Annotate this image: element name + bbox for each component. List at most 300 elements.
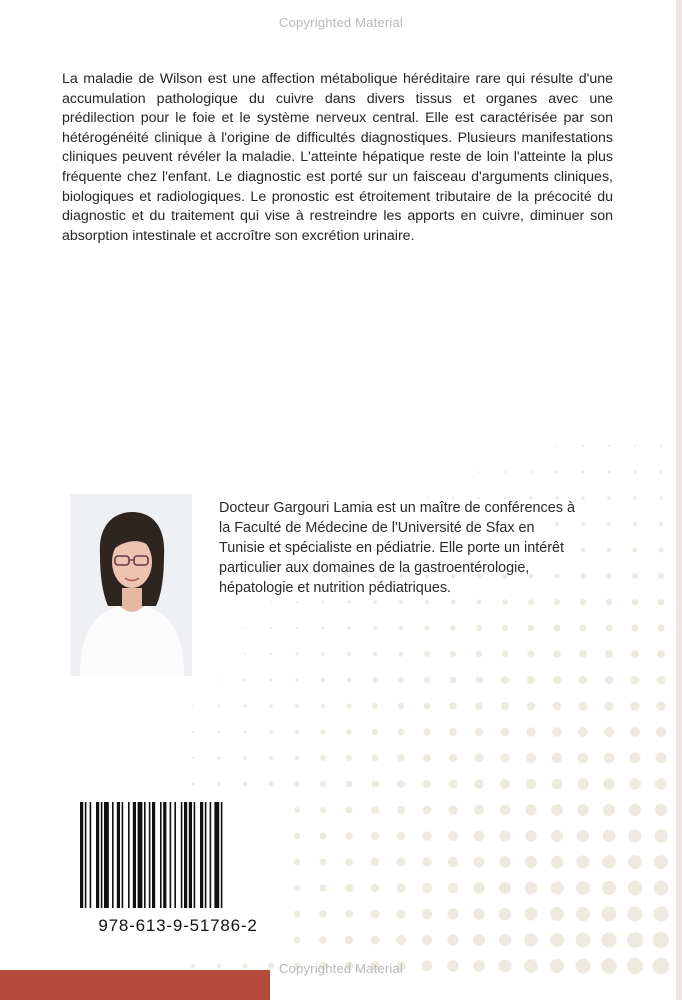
halftone-dot xyxy=(425,600,430,605)
halftone-dot xyxy=(656,701,666,711)
halftone-dot xyxy=(500,779,510,789)
book-description: La maladie de Wilson est une affection métabolique héréditaire rare qui résulte d'une accumulation pathologique du cuivre dans divers tissus et organes avec une prédilection pour le foie et le système nerveux central. Elle est caractérisée par son hétérogénéité clinique à l'origine de difficultés diagnostiques. Plusieurs manifestations cliniques peuvent révéler la maladie. L'atteinte hépatique reste de loin l'atteinte la plus fréquente chez l'enfant. Le diagnostic est porté sur un faisceau d'arguments cliniques, biologiques et radiologiques. Le pronostic est étroitement tributaire de la précocité du diagnostic et du traitement qui vise à restreindre les apports en cuivre, diminuer son absorption intestinale et accroître son excrétion urinaire. xyxy=(62,71,613,244)
halftone-dot xyxy=(605,624,612,631)
halftone-dot xyxy=(371,832,379,840)
halftone-dot xyxy=(475,728,483,736)
halftone-dot xyxy=(423,780,431,788)
halftone-dot xyxy=(654,855,668,869)
halftone-dot xyxy=(243,730,246,733)
halftone-dot xyxy=(658,573,664,579)
copyright-watermark-top: Copyrighted Material xyxy=(279,15,403,30)
barcode-bar xyxy=(96,802,99,908)
halftone-dot xyxy=(525,856,537,868)
halftone-dot xyxy=(629,778,641,790)
halftone-dot xyxy=(347,626,351,630)
halftone-dot xyxy=(372,703,378,709)
halftone-dot xyxy=(294,781,299,786)
halftone-dot xyxy=(578,727,588,737)
author-photo xyxy=(70,494,192,676)
halftone-dot xyxy=(448,805,458,815)
halftone-dot xyxy=(218,705,220,707)
halftone-dot xyxy=(554,599,560,605)
halftone-dot xyxy=(295,678,299,682)
halftone-dot xyxy=(345,884,353,892)
barcode-bar xyxy=(152,802,155,908)
halftone-dot xyxy=(345,806,352,813)
barcode-bar xyxy=(101,802,103,908)
halftone-dot xyxy=(422,857,432,867)
halftone-dot xyxy=(552,727,562,737)
halftone-dot xyxy=(269,730,273,734)
halftone-dot xyxy=(525,804,536,815)
halftone-dot xyxy=(346,755,352,761)
halftone-dot xyxy=(345,910,353,918)
halftone-dot xyxy=(628,829,641,842)
halftone-dot xyxy=(244,705,247,708)
halftone-dot xyxy=(447,908,458,919)
halftone-dot xyxy=(269,704,273,708)
halftone-dot xyxy=(657,624,664,631)
halftone-dot xyxy=(631,676,640,685)
halftone-dot xyxy=(371,806,379,814)
halftone-dot xyxy=(608,445,610,447)
halftone-dot xyxy=(581,548,586,553)
halftone-dot xyxy=(295,730,300,735)
halftone-dot xyxy=(659,522,663,526)
halftone-dot xyxy=(397,832,406,841)
halftone-dot xyxy=(244,627,246,629)
halftone-dot xyxy=(449,754,457,762)
barcode-bar xyxy=(90,802,92,908)
halftone-dot xyxy=(550,907,564,921)
halftone-dot xyxy=(424,703,431,710)
halftone-dot xyxy=(501,676,509,684)
barcode-block xyxy=(70,790,286,950)
halftone-dot xyxy=(396,857,405,866)
halftone-dot xyxy=(296,627,299,630)
halftone-dot xyxy=(373,600,377,604)
halftone-dot xyxy=(551,804,563,816)
halftone-dot xyxy=(633,496,637,500)
halftone-dot xyxy=(321,652,325,656)
halftone-dot xyxy=(192,757,194,759)
halftone-dot xyxy=(270,627,272,629)
barcode-bar xyxy=(133,802,136,908)
halftone-dot xyxy=(660,471,663,474)
halftone-dot xyxy=(423,806,432,815)
halftone-dot xyxy=(502,625,508,631)
halftone-dot xyxy=(320,833,327,840)
halftone-dot xyxy=(607,548,612,553)
halftone-dot xyxy=(294,911,301,918)
halftone-dot xyxy=(627,932,643,948)
halftone-dot xyxy=(294,859,300,865)
halftone-dot xyxy=(499,882,511,894)
halftone-dot xyxy=(580,625,587,632)
halftone-dot xyxy=(499,856,511,868)
halftone-dot xyxy=(528,599,534,605)
halftone-dot xyxy=(294,807,300,813)
halftone-dot xyxy=(399,626,404,631)
halftone-dot xyxy=(217,782,220,785)
halftone-dot xyxy=(422,883,432,893)
halftone-dot xyxy=(604,753,615,764)
halftone-dot xyxy=(528,625,535,632)
halftone-dot xyxy=(580,573,586,579)
halftone-dot xyxy=(322,601,325,604)
halftone-dot xyxy=(576,933,591,948)
halftone-dot xyxy=(602,855,616,869)
halftone-dot xyxy=(397,754,404,761)
barcode-bar xyxy=(122,802,124,908)
halftone-dot xyxy=(576,881,590,895)
halftone-dot xyxy=(424,677,430,683)
halftone-dot xyxy=(217,756,220,759)
halftone-dot xyxy=(476,599,481,604)
halftone-dot xyxy=(449,728,457,736)
halftone-dot xyxy=(294,833,300,839)
halftone-dot xyxy=(631,650,639,658)
halftone-dot xyxy=(320,755,326,761)
halftone-dot xyxy=(373,652,378,657)
halftone-dot xyxy=(655,752,666,763)
halftone-dot xyxy=(424,651,430,657)
halftone-dot xyxy=(527,702,536,711)
halftone-dot xyxy=(577,830,590,843)
halftone-dot xyxy=(602,907,617,922)
halftone-dot xyxy=(606,599,612,605)
halftone-dot xyxy=(451,600,456,605)
halftone-dot xyxy=(397,780,405,788)
barcode-bar xyxy=(80,802,83,908)
halftone-dot xyxy=(653,906,668,921)
halftone-dot xyxy=(526,779,536,789)
barcode-bar xyxy=(214,802,219,908)
halftone-dot xyxy=(553,650,560,657)
halftone-dot xyxy=(321,678,325,682)
halftone-dot xyxy=(577,778,588,789)
halftone-dot xyxy=(347,652,351,656)
halftone-dot xyxy=(192,705,194,707)
barcode-bar xyxy=(163,802,166,908)
halftone-dot xyxy=(398,677,404,683)
halftone-dot xyxy=(370,935,379,944)
isbn-number: 978-613-9-51786-2 xyxy=(98,916,258,935)
halftone-dot xyxy=(270,653,273,656)
halftone-dot xyxy=(473,934,485,946)
barcode-bar xyxy=(160,802,162,908)
halftone-dot xyxy=(371,910,380,919)
halftone-dot xyxy=(504,471,506,473)
halftone-dot xyxy=(526,727,535,736)
halftone-dot xyxy=(606,573,612,579)
halftone-dot xyxy=(628,881,643,896)
halftone-dot xyxy=(578,753,589,764)
halftone-dot xyxy=(500,753,509,762)
halftone-dot xyxy=(603,804,615,816)
halftone-dot xyxy=(320,807,326,813)
halftone-dot xyxy=(321,626,324,629)
halftone-dot xyxy=(499,908,511,920)
halftone-dot xyxy=(602,881,616,895)
halftone-dot xyxy=(269,756,273,760)
halftone-dot xyxy=(476,625,482,631)
halftone-dot xyxy=(474,805,484,815)
halftone-dot xyxy=(659,496,663,500)
halftone-dot xyxy=(347,678,352,683)
barcode-bar xyxy=(144,802,146,908)
halftone-dot xyxy=(630,727,640,737)
halftone-dot xyxy=(603,778,614,789)
halftone-dot xyxy=(553,702,562,711)
isbn-barcode xyxy=(78,802,278,908)
halftone-dot xyxy=(501,728,510,737)
halftone-dot xyxy=(527,676,535,684)
halftone-dot xyxy=(607,496,611,500)
barcode-bar xyxy=(174,802,176,908)
halftone-dot xyxy=(345,832,352,839)
halftone-dot xyxy=(474,831,485,842)
halftone-dot xyxy=(423,754,431,762)
halftone-dot xyxy=(550,881,563,894)
halftone-dot xyxy=(551,856,564,869)
halftone-dot xyxy=(630,701,640,711)
halftone-dot xyxy=(631,624,638,631)
halftone-dot xyxy=(244,679,247,682)
barcode-bar xyxy=(170,802,172,908)
halftone-dot xyxy=(576,907,590,921)
halftone-dot xyxy=(347,600,350,603)
halftone-dot xyxy=(556,471,559,474)
halftone-dot xyxy=(345,936,353,944)
halftone-dot xyxy=(269,782,274,787)
copyright-watermark-bottom: Copyrighted Material xyxy=(279,961,403,976)
barcode-bar xyxy=(184,802,187,908)
halftone-dot xyxy=(448,857,458,867)
barcode-bar xyxy=(194,802,196,908)
halftone-dot xyxy=(501,702,509,710)
halftone-dot xyxy=(424,625,429,630)
halftone-dot xyxy=(582,445,584,447)
halftone-dot xyxy=(447,934,458,945)
halftone-dot xyxy=(556,445,558,447)
halftone-dot xyxy=(218,731,221,734)
halftone-dot xyxy=(654,881,669,896)
halftone-dot xyxy=(372,729,378,735)
halftone-dot xyxy=(346,781,353,788)
halftone-dot xyxy=(499,934,512,947)
halftone-dot xyxy=(474,779,484,789)
halftone-dot xyxy=(346,703,351,708)
barcode-bar xyxy=(112,802,114,908)
halftone-dot xyxy=(192,783,195,786)
halftone-dot xyxy=(552,753,562,763)
halftone-dot xyxy=(607,522,611,526)
halftone-dot xyxy=(499,830,510,841)
halftone-dot xyxy=(346,729,352,735)
barcode-bar xyxy=(85,802,87,908)
halftone-dot xyxy=(396,883,405,892)
barcode-bar xyxy=(221,802,223,908)
halftone-dot xyxy=(524,933,537,946)
halftone-dot xyxy=(656,727,666,737)
halftone-dot xyxy=(398,703,404,709)
halftone-dot xyxy=(448,883,459,894)
halftone-dot xyxy=(476,651,483,658)
halftone-dot xyxy=(628,855,642,869)
halftone-dot xyxy=(608,471,611,474)
halftone-dot xyxy=(296,601,298,603)
halftone-dot xyxy=(502,651,509,658)
halftone-dot xyxy=(423,728,430,735)
halftone-dot xyxy=(475,754,484,763)
halftone-dot xyxy=(473,882,484,893)
halftone-dot xyxy=(553,676,561,684)
halftone-dot xyxy=(397,806,405,814)
halftone-dot xyxy=(371,884,380,893)
halftone-dot xyxy=(448,831,458,841)
halftone-dot xyxy=(632,599,639,606)
halftone-dot xyxy=(345,858,353,866)
halftone-dot xyxy=(657,650,665,658)
halftone-dot xyxy=(319,884,326,891)
halftone-dot xyxy=(658,547,663,552)
halftone-dot xyxy=(633,522,637,526)
halftone-dot xyxy=(530,471,532,473)
halftone-dot xyxy=(552,779,563,790)
halftone-dot xyxy=(475,676,482,683)
halftone-dot xyxy=(321,704,326,709)
halftone-dot xyxy=(398,651,403,656)
halftone-dot xyxy=(371,858,379,866)
halftone-dot xyxy=(243,782,247,786)
halftone-dot xyxy=(660,445,662,447)
halftone-dot xyxy=(554,625,561,632)
halftone-dot xyxy=(634,445,636,447)
halftone-dot xyxy=(632,547,637,552)
halftone-dot xyxy=(475,702,483,710)
halftone-dot xyxy=(581,522,585,526)
halftone-dot xyxy=(373,626,377,630)
halftone-dot xyxy=(399,600,403,604)
halftone-dot xyxy=(372,677,377,682)
halftone-dot xyxy=(603,830,616,843)
halftone-dot xyxy=(422,831,431,840)
halftone-dot xyxy=(576,855,589,868)
right-edge-stripe xyxy=(676,0,682,1000)
halftone-dot xyxy=(244,653,246,655)
halftone-dot xyxy=(319,910,326,917)
author-bio: Docteur Gargouri Lamia est un maître de conférences à la Faculté de Médecine de l'Université de Sfax en Tunisie et spécialiste en pédiatrie. Elle porte un intérêt particulier aux domaines de la gastroentérologie, hépatologie et nutrition pédiatriques. xyxy=(219,500,575,596)
halftone-dot xyxy=(581,496,584,499)
halftone-dot xyxy=(450,677,457,684)
barcode-bar xyxy=(149,802,151,908)
halftone-dot xyxy=(604,701,613,710)
halftone-dot xyxy=(605,650,613,658)
halftone-dot xyxy=(605,676,614,685)
halftone-dot xyxy=(396,909,406,919)
halftone-dot xyxy=(243,756,247,760)
halftone-dot xyxy=(450,651,456,657)
halftone-dot xyxy=(525,882,538,895)
halftone-dot xyxy=(658,599,665,606)
halftone-dot xyxy=(450,625,456,631)
halftone-dot xyxy=(627,906,642,921)
barcode-bar xyxy=(138,802,143,908)
halftone-dot xyxy=(526,753,536,763)
barcode-bar xyxy=(181,802,183,908)
halftone-dot xyxy=(269,678,272,681)
halftone-dot xyxy=(550,933,564,947)
barcode-bar xyxy=(189,802,192,908)
halftone-dot xyxy=(473,908,485,920)
halftone-dot xyxy=(422,909,432,919)
halftone-dot xyxy=(294,937,301,944)
halftone-dot xyxy=(655,778,667,790)
halftone-dot xyxy=(192,731,194,733)
halftone-dot xyxy=(578,701,587,710)
halftone-dot xyxy=(449,780,458,789)
halftone-dot xyxy=(449,702,456,709)
halftone-dot xyxy=(295,704,299,708)
halftone-dot xyxy=(320,729,325,734)
halftone-dot xyxy=(502,599,508,605)
halftone-dot xyxy=(579,650,587,658)
halftone-dot xyxy=(525,830,537,842)
halftone-dot xyxy=(319,936,327,944)
barcode-bar xyxy=(117,802,120,908)
halftone-dot xyxy=(396,935,406,945)
barcode-bar xyxy=(210,802,212,908)
halftone-dot xyxy=(372,755,379,762)
halftone-dot xyxy=(320,781,326,787)
barcode-bar xyxy=(128,802,130,908)
halftone-dot xyxy=(629,804,641,816)
halftone-dot xyxy=(630,753,641,764)
halftone-dot xyxy=(577,804,589,816)
halftone-dot xyxy=(295,652,298,655)
barcode-bar xyxy=(104,802,109,908)
barcode-bar xyxy=(200,802,203,908)
halftone-dot xyxy=(218,679,220,681)
halftone-dot xyxy=(634,471,637,474)
halftone-dot xyxy=(478,471,480,473)
halftone-dot xyxy=(580,599,586,605)
halftone-dot xyxy=(295,756,300,761)
halftone-dot xyxy=(294,885,301,892)
barcode-bar xyxy=(205,802,207,908)
halftone-dot xyxy=(500,805,511,816)
halftone-dot xyxy=(371,780,378,787)
halftone-dot xyxy=(655,804,668,817)
halftone-dot xyxy=(270,601,272,603)
halftone-dot xyxy=(527,650,534,657)
halftone-dot xyxy=(604,727,614,737)
halftone-dot xyxy=(657,676,666,685)
halftone-dot xyxy=(524,907,537,920)
halftone-dot xyxy=(579,676,587,684)
halftone-dot xyxy=(653,932,669,948)
halftone-dot xyxy=(319,858,326,865)
halftone-dot xyxy=(422,935,433,946)
halftone-dot xyxy=(632,573,638,579)
halftone-dot xyxy=(551,830,563,842)
halftone-dot xyxy=(398,729,405,736)
halftone-dot xyxy=(582,471,585,474)
halftone-dot xyxy=(474,857,485,868)
halftone-dot xyxy=(601,932,616,947)
halftone-dot xyxy=(654,829,667,842)
